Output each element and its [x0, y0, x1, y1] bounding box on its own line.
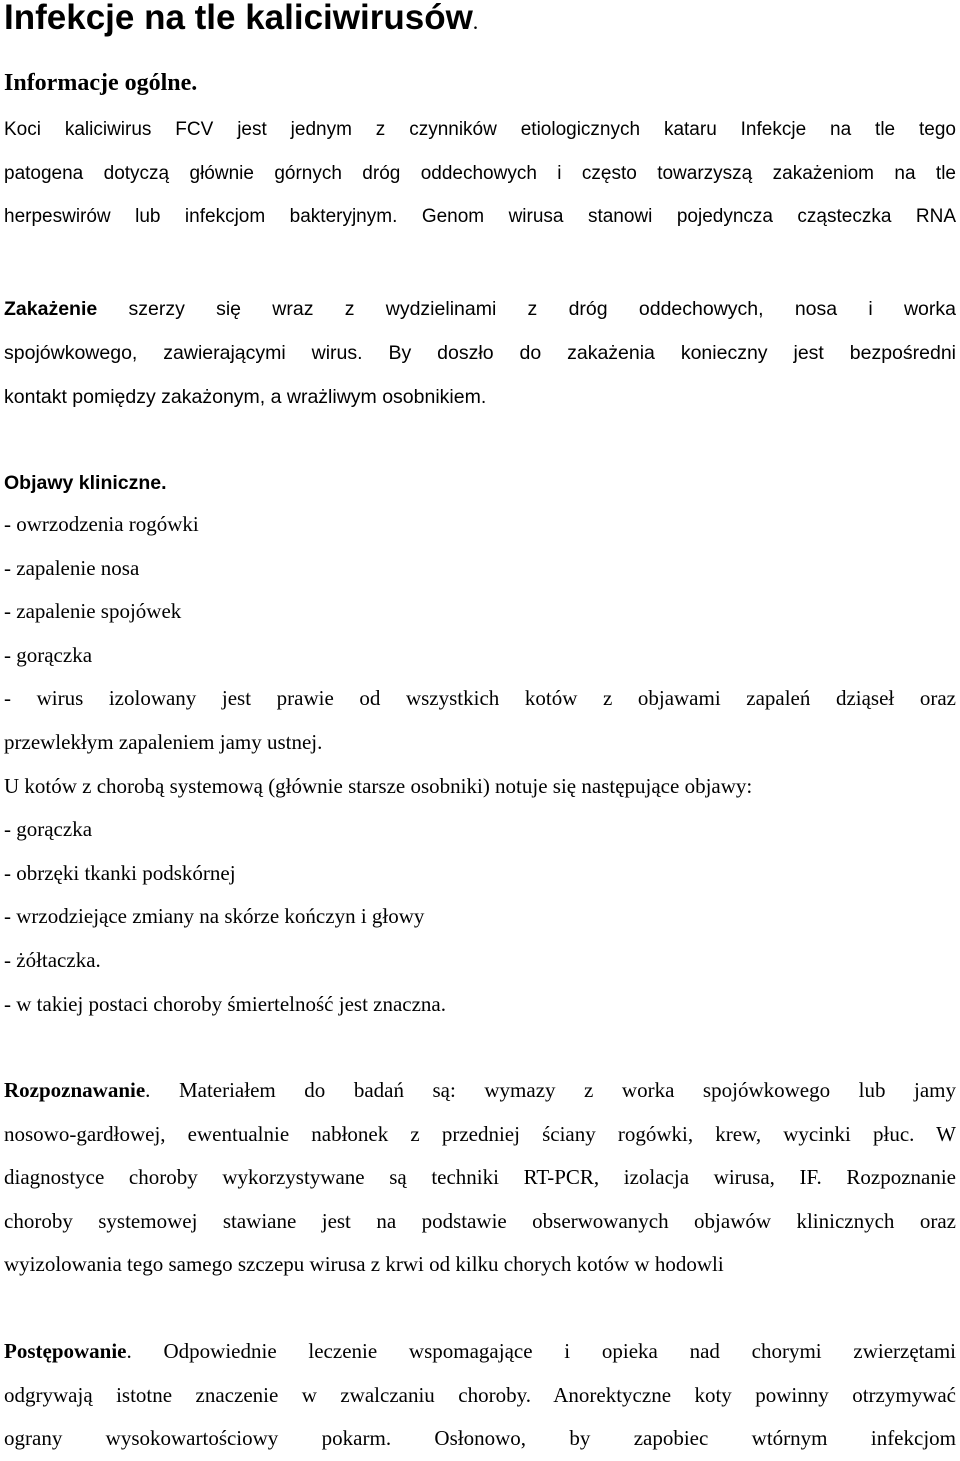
management-line-3: ograny wysokowartościowy pokarm. Osłonowo, by zapobiec wtórnym infekcjom	[4, 1426, 956, 1451]
management-line-1-text: . Odpowiednie leczenie wspomagające i opieka nad chorymi zwierzętami	[126, 1339, 956, 1363]
management-paragraph	[4, 1330, 956, 1461]
diagnosis-line-5: wyizolowania tego samego szczepu wirusa z krwi od kilku chorych kotów w hodowli	[4, 1252, 724, 1277]
symptoms-section	[4, 461, 956, 505]
document-title-dot: .	[472, 9, 479, 34]
intro-paragraph	[4, 108, 956, 239]
infection-bold-term: Zakażenie	[4, 298, 98, 320]
systemic-item-5: - w takiej postaci choroby śmiertelność jest znaczna.	[4, 991, 447, 1016]
infection-line-1	[4, 287, 956, 331]
virus-line-2: przewlekłym zapaleniem jamy ustnej.	[4, 729, 323, 754]
virus-line-1: - wirus izolowany jest prawie od wszystkich kotów z objawami zapaleń dziąseł oraz	[4, 686, 956, 711]
diagnosis-line-1-text: . Materiałem do badań są: wymazy z worka spojówkowego lub jamy	[145, 1078, 956, 1102]
symptoms-heading	[4, 461, 956, 505]
systemic-item-3: - wrzodziejące zmiany na skórze kończyn i głowy	[4, 904, 425, 929]
symptoms-list	[4, 503, 956, 1026]
systemic-item-4: - żółtaczka.	[4, 947, 101, 972]
symptom-item-1: - owrzodzenia rogówki	[4, 512, 199, 536]
intro-line-1: Koci kaliciwirus FCV jest jednym z czynników etiologicznych kataru Infekcje na tle tego	[4, 119, 956, 140]
diagnosis-line-3: diagnostyce choroby wykorzystywane są techniki RT-PCR, izolacja wirusa, IF. Rozpoznanie	[4, 1165, 956, 1190]
document-title-text: Infekcje na tle kaliciwirusów	[4, 0, 473, 37]
diagnosis-line-2: nosowo-gardłowej, ewentualnie nabłonek z przedniej ściany rogówki, krew, wycinki płuc. W	[4, 1121, 956, 1146]
document-title	[4, 0, 478, 44]
diagnosis-bold-term: Rozpoznawanie	[4, 1078, 146, 1102]
general-info-heading: Informacje ogólne.	[4, 70, 198, 96]
management-bold-term: Postępowanie	[4, 1339, 127, 1363]
symptom-item-3: - zapalenie spojówek	[4, 599, 182, 624]
intro-line-3: herpeswirów lub infekcjom bakteryjnym. Genom wirusa stanowi pojedyncza cząsteczka RNA	[4, 206, 956, 228]
management-line-2: odgrywają istotne znaczenie w zwalczaniu choroby. Anorektyczne koty powinny otrzymywać	[4, 1382, 956, 1407]
symptom-item-4: - gorączka	[4, 642, 93, 667]
infection-line-1-text: szerzy się wraz z wydzielinami z dróg oddechowych, nosa i worka	[97, 298, 956, 320]
systemic-item-2: - obrzęki tkanki podskórnej	[4, 860, 236, 885]
diagnosis-paragraph	[4, 1069, 956, 1287]
diagnosis-line-4: choroby systemowej stawiane jest na podstawie obserwowanych objawów klinicznych oraz	[4, 1208, 956, 1233]
diagnosis-line-1	[4, 1069, 956, 1113]
systemic-intro: U kotów z chorobą systemową (głównie starsze osobniki) notuje się następujące objawy:	[4, 773, 753, 798]
intro-line-2: patogena dotyczą głównie górnych dróg oddechowych i często towarzyszą zakażeniom na tle	[4, 162, 956, 184]
systemic-item-1: - gorączka	[4, 817, 93, 842]
symptoms-heading-text: Objawy kliniczne.	[4, 472, 167, 494]
symptom-item-2: - zapalenie nosa	[4, 555, 140, 580]
infection-paragraph	[4, 287, 956, 419]
infection-line-3: kontakt pomiędzy zakażonym, a wrażliwym osobnikiem.	[4, 386, 487, 408]
management-line-1	[4, 1330, 956, 1374]
infection-line-2: spojówkowego, zawierającymi wirus. By doszło do zakażenia konieczny jest bezpośredni	[4, 342, 956, 364]
